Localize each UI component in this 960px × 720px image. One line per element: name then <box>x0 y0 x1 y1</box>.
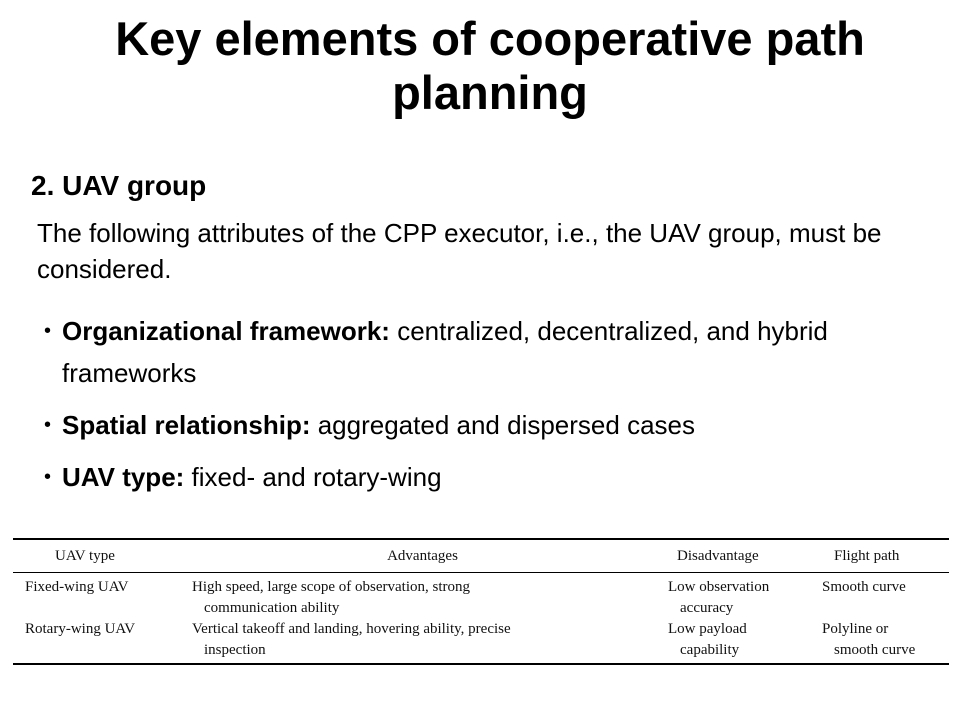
bullet-term: Spatial relationship: <box>62 410 311 440</box>
cell-uav-type: Rotary-wing UAV <box>25 621 136 637</box>
cell-line: Smooth curve <box>822 579 906 595</box>
bullet-dot-icon: • <box>44 320 52 342</box>
slide-title: Key elements of cooperative path planning <box>115 12 865 119</box>
header-disadvantage: Disadvantage <box>677 547 759 564</box>
bullet-term: Organizational framework: <box>62 316 390 346</box>
cell-advantages <box>188 619 653 661</box>
bullet-item <box>44 404 924 446</box>
uav-comparison-table <box>13 538 949 665</box>
cell-line: Low observation <box>668 579 770 595</box>
cell-line: Polyline or <box>822 621 889 637</box>
section-heading: 2. UAV group <box>31 170 207 201</box>
bullet-text: fixed- and rotary-wing <box>184 462 442 492</box>
header-flight-path: Flight path <box>834 547 900 564</box>
table-row <box>13 619 949 661</box>
header-uav-type: UAV type <box>55 547 115 564</box>
cell-line: Low payload <box>668 621 747 637</box>
cell-line: capability <box>680 642 740 658</box>
bullet-text: centralized, decentralized, and hybrid frameworks <box>62 316 828 388</box>
cell-disadvantage <box>653 619 818 661</box>
header-advantages: Advantages <box>387 547 458 564</box>
bullet-item <box>44 310 924 394</box>
bullet-list <box>44 310 924 508</box>
cell-line: communication ability <box>204 600 340 616</box>
cell-line: High speed, large scope of observation, strong <box>192 579 470 595</box>
intro-paragraph: The following attributes of the CPP executor, i.e., the UAV group, must be considered. <box>37 218 882 284</box>
cell-advantages <box>188 577 653 619</box>
bullet-term: UAV type: <box>62 462 185 492</box>
bullet-item <box>44 456 924 498</box>
cell-line: smooth curve <box>834 642 916 658</box>
bullet-text: aggregated and dispersed cases <box>310 410 695 440</box>
cell-flight-path <box>818 577 949 619</box>
cell-line: accuracy <box>680 600 734 616</box>
cell-line: Vertical takeoff and landing, hovering ability, precise <box>192 621 511 637</box>
bullet-dot-icon: • <box>44 414 52 436</box>
cell-flight-path <box>818 619 949 661</box>
table-row <box>13 577 949 619</box>
table-header-row <box>13 540 949 573</box>
cell-uav-type: Fixed-wing UAV <box>25 579 129 595</box>
cell-line: inspection <box>204 642 266 658</box>
bullet-dot-icon: • <box>44 466 52 488</box>
cell-disadvantage <box>653 577 818 619</box>
